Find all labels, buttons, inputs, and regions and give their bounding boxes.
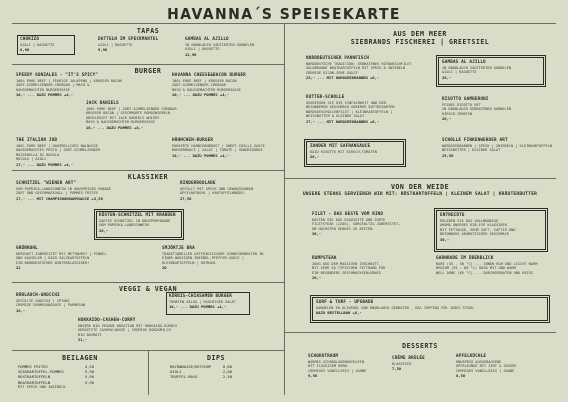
item-price: DAZU BESTELLBAR +8,- xyxy=(316,310,362,316)
item-desc: NORDDEUTSCHE TRADITION: GEBRATENES ROTBARSCHFILET xyxy=(306,61,412,66)
item-name: GAMBAS AL AJILLO xyxy=(185,37,229,42)
menu-item-chorizo xyxy=(20,37,55,53)
item-name: BÄRLAUCH-GNOCCHI xyxy=(16,293,60,298)
item-desc: KOSTEN SIE DAS EXQUISITE UND ZARTE xyxy=(312,217,386,222)
item-desc: UND KASSELER | DAZU SALZKARTOFFELN xyxy=(16,256,90,261)
menu-item-kutter-scholle xyxy=(306,95,394,124)
menu-item-filet xyxy=(312,212,400,237)
item-name: TRÜFFEL-MAYO xyxy=(170,374,198,380)
item-name: HAVANNA CHEESE&BACON BURGER xyxy=(172,73,246,78)
item-price: 30,- xyxy=(440,236,450,242)
item-desc: HAUSGEMACHTES PESTO | ZART-SCHMELZENDER xyxy=(16,148,101,153)
item-desc: UM HÖCHSTEN GENUSS ZU BIETEN xyxy=(312,226,373,231)
item-desc: ZART-SCHMELZENDER CHEDDAR | MAYO & xyxy=(16,83,90,88)
item-desc: IN KNOBLAUCH SAUTIERTEN GARNELEN xyxy=(442,65,512,70)
item-desc: MEDIUM (55 - 60 °C) ROSA MIT UND WARM xyxy=(436,266,516,271)
item-desc: UNSERE BIO VEGANE KREATION MIT HOKKAIDO-KÜRBIS xyxy=(78,323,178,328)
item-desc: EIN BESONDERS GESCHMACKSERLEBNIS xyxy=(312,270,382,275)
item-desc: IN KNOBLAUCH GEBRATENEN GARNELEN xyxy=(442,107,512,112)
item-price: 2,00 xyxy=(222,369,232,375)
item-price: 20 xyxy=(162,265,167,271)
item-desc: BESONDERS AROMATISCHER GESCHMACK xyxy=(440,232,510,237)
item-desc: MIT SPECK UND ZWIEBELN xyxy=(18,384,66,389)
item-desc: GEFÜLLTE GNOCCHI | SPINAT xyxy=(16,298,70,303)
item-price: 26,- xyxy=(442,74,452,80)
item-name: MAYONNAISE/KETCHUP xyxy=(170,364,212,369)
item-desc: CREMIGE DIJON-SENF-SAUCE xyxy=(306,70,358,75)
item-name: CHORIZO xyxy=(20,37,40,42)
menu-item-pannfisch xyxy=(306,56,412,81)
section-tapas: TAPAS xyxy=(136,27,160,35)
menu-item-haehnchen xyxy=(172,138,265,158)
dips-list xyxy=(170,364,232,380)
item-desc: WARMES SCHOKOLADENKÜCHLEIN xyxy=(308,359,365,364)
item-desc: GARNELEN IN OLIVENÖL UND KNOBLAUCH GEBRATEN - DAS TOPPING FÜR JEDES STEAK xyxy=(316,305,474,310)
item-price: 26,- xyxy=(310,154,320,160)
item-price: 26,- xyxy=(442,116,452,122)
item-desc: VOM PAPRIKA-LANDSCHWEIN IN KNUSPRIGER PANADE xyxy=(16,186,111,191)
divider xyxy=(12,282,284,283)
item-desc: GOLDBRAUNE BRATKARTOFFELN MIT SPECK & ZWIEBELN xyxy=(306,66,406,71)
item-name: SCHNITZEL "WIENER ART" xyxy=(16,181,77,186)
item-desc: WEISSBUTTER | KLEINER SALAT xyxy=(442,148,501,153)
menu-item-schnitzel xyxy=(16,181,111,201)
item-name: BRATKARTOFFELN xyxy=(18,379,51,385)
item-name: SMJÖRTJE BRA xyxy=(162,246,195,251)
item-name: KÜRBIS-CHIASAMEN BURGER xyxy=(169,294,232,299)
item-price: 17,- ... MIT CHAMPIGNONRAHMSAUCE +3,50 xyxy=(16,195,103,201)
item-price: 23,- ... MIT NORDSEEKRABBEN +6,- xyxy=(306,75,380,81)
item-desc: KIRSCH-TOMATEN xyxy=(442,111,473,116)
menu-item-finkenwerder xyxy=(442,138,552,158)
menu-item-entrecote xyxy=(440,213,516,242)
item-price: 0,80 xyxy=(222,364,232,369)
item-desc: RARE (45 - 50 °C) ... INNEN ROH UND LEICHT WARM xyxy=(436,261,538,266)
item-desc: CREMIGES VANILLEEIS | SAHNE xyxy=(456,368,515,373)
item-price: 16,- ... DAZU POMMES +4,- xyxy=(16,92,74,98)
item-desc: RUCOLA | AIOLI xyxy=(16,157,47,162)
column-divider xyxy=(284,23,285,395)
item-price: 5,90 xyxy=(84,379,94,385)
item-desc: AIOLI | BAGUETTE xyxy=(20,42,55,47)
item-desc: IN KNOBLAUCH SAUTIERTEN GARNELEN xyxy=(185,42,255,47)
item-price: 16,- ... DAZU POMMES +4,- xyxy=(172,152,230,158)
item-name: ENTRECÔTE xyxy=(440,213,465,218)
item-price: 26,- xyxy=(99,227,109,233)
menu-item-gambas-meer xyxy=(442,60,511,80)
item-price: 36,- xyxy=(312,231,322,237)
item-name: SURF & TURF - UPGRADE xyxy=(316,300,374,305)
divider xyxy=(284,332,556,333)
menu-item-smjoertje xyxy=(162,246,263,271)
divider xyxy=(12,170,284,171)
divider xyxy=(12,64,284,65)
item-name: HOKKAIDO-CASHEW-CURRY xyxy=(78,318,136,323)
menu-item-speedy xyxy=(16,73,122,98)
item-name: KUTTER-SCHOLLE xyxy=(306,95,345,100)
item-name: SCHOLLE FINKENWERDER ART xyxy=(442,138,508,143)
item-desc: ZART-SCHMELZENDER CHEDDAR xyxy=(172,83,226,88)
page-title: HAVANNA´S SPEISEKARTE xyxy=(167,5,401,23)
menu-item-gambas-tapas xyxy=(185,37,254,57)
menu-item-zander xyxy=(310,144,377,160)
menu-item-jack-daniels xyxy=(86,101,177,130)
item-name: GAMBAS AL AJILLO xyxy=(442,60,486,65)
item-desc: WEISSBUTTER & KLEINER SALAT xyxy=(306,114,365,119)
item-price: 9,50 xyxy=(308,373,318,379)
item-desc: GERÖSTETE CASHEW-NÜSSE | CREMIGE KOKOSMILCH xyxy=(78,328,171,333)
item-name: THE ITALIAN JOB xyxy=(16,138,58,143)
section-klassiker: KLASSIKER xyxy=(127,173,169,181)
item-desc: BESONDEREN GESCHMACK UNSERER BUTTERZARTEN xyxy=(306,105,395,110)
item-price: 22 xyxy=(16,265,21,271)
item-price: 16,- ... DAZU POMMES +4,- xyxy=(172,92,230,98)
divider xyxy=(284,178,556,179)
menu-item-hokkaido xyxy=(78,318,177,343)
item-desc: EINER WÜRZIGEN ZWIEBEL-PFEFFER-SAUCE | xyxy=(162,256,244,261)
item-price: 2,50 xyxy=(222,374,232,380)
item-desc: AIOLI | BAGUETTE xyxy=(98,42,133,47)
item-desc: GENIESSEN SIE DIE EINFACHHEIT UND DEN xyxy=(306,100,386,105)
item-desc: 100% PURE BEEF | FEURIGE JALAPENO | KROSSER BACON xyxy=(16,78,122,83)
menu-item-rumpsteak xyxy=(312,256,385,281)
item-name: NORDDEUTSCHER PANNFISCH xyxy=(306,56,369,61)
menu-item-italian-job xyxy=(16,138,100,167)
item-name: SÜSSKARTOFFEL-POMMES xyxy=(18,369,64,375)
list-item xyxy=(170,374,232,379)
item-desc: MIT FLÜSSIGEM KERN xyxy=(308,364,347,369)
item-name: RISOTTO GAMBERONI xyxy=(442,97,489,102)
item-desc: 100% PURE BEEF | KROSSER BACON xyxy=(172,78,237,83)
item-name: HÄHNCHEN-BURGER xyxy=(172,138,214,143)
item-name: ZANDER MIT SAFRANSAUCE xyxy=(310,144,371,149)
menu-item-risotto xyxy=(442,97,511,122)
item-desc: TOMATEN-SALSA | RAUCHIGER SALAT xyxy=(169,299,236,304)
item-desc: KROSSER BACON | GESCHMORTE RÖMAZWIEBELN xyxy=(86,111,171,116)
item-desc: KLEINKARTOFFELN | ROTKOHL xyxy=(162,260,216,265)
item-name: SPEEDY GONZALES - "IT'S SPICY" xyxy=(16,73,99,78)
item-desc: HAUSGEMACHTER BURGERSOSSE xyxy=(16,87,70,92)
item-desc: MIT FETTAUGE, SEHR SAFT, SAFTIG UND xyxy=(440,227,516,232)
menu-item-datteln xyxy=(98,37,158,53)
item-price: 5,90 xyxy=(84,374,94,380)
menu-item-baerlauch xyxy=(16,293,85,313)
item-desc: KLASSISCH xyxy=(392,361,412,366)
menu-item-apfelkuechle xyxy=(456,354,516,379)
item-price: 21,- xyxy=(78,337,88,343)
item-name: KÜSTEN-SCHNITZEL MIT KRABBEN xyxy=(99,213,176,218)
item-desc: DAZU RISOTTO MIT KIRSCH-TOMATEN xyxy=(310,149,377,154)
item-name: DATTELN IM SPECKMANTEL xyxy=(98,37,159,42)
item-name: RÖSTKARTOFFELN xyxy=(18,374,51,380)
item-desc: MOZZARELLA DI BUFALA xyxy=(16,152,60,157)
item-desc: GEFÜLLT MIT SPECK UND GEWÜRZGURKEN xyxy=(180,186,254,191)
item-desc: APFELRINGE MIT ZIMT & ZUCKER xyxy=(456,364,517,369)
item-desc: AROMA UNSERES RIB-EYE KLASSIKER xyxy=(440,223,507,228)
item-price: 27,- ... MIT NORDSEEKRABBEN +6,- xyxy=(306,118,380,124)
garnrade-info xyxy=(436,256,537,275)
item-desc: NORDSEEKRABBEN | SPECK | ZWIEBELN | KLEINKARTOFFELN xyxy=(442,143,553,148)
item-price: 17,- ... DAZU POMMES +4,- xyxy=(16,161,74,167)
section-beilagen: BEILAGEN xyxy=(62,354,98,362)
item-price: 18,- xyxy=(16,307,26,313)
item-name: RUMPSTEAK xyxy=(312,256,337,261)
item-price: 18,- ... DAZU POMMES +4,- xyxy=(86,124,144,130)
menu-item-schokotraum xyxy=(308,354,366,379)
section-veggi: VEGGI & VEGAN xyxy=(118,285,178,293)
item-price: 26,- xyxy=(312,275,322,281)
menu-item-kuerbis xyxy=(169,294,236,310)
beilagen-list xyxy=(18,364,94,389)
item-desc: BURGERMAUCE | SALAT | TOMATE | GEWÜRZGURKE xyxy=(172,148,263,153)
section-desserts: DESSERTS xyxy=(402,342,438,350)
item-price: 29,50 xyxy=(442,152,454,158)
item-name: SCHOKOTRAUM xyxy=(308,354,339,359)
menu-item-creme-brulee xyxy=(392,356,425,372)
section-dips: DIPS xyxy=(207,354,225,362)
item-price: 4,50 xyxy=(84,364,94,369)
item-desc: MAYO & HAUSGEMACHTER BURGERSOSSE xyxy=(172,87,242,92)
section-meer-subtitle: SIEBRANDS FISCHEREI | GREETSIEL xyxy=(350,38,490,46)
item-price: 12,90 xyxy=(185,51,197,57)
item-desc: ABGELÖSCHT MIT JACK DANIELS WHISKY xyxy=(86,115,160,120)
item-desc: WELL DONE (65 °C) ... DURCHGEBRATEN UND HEISS xyxy=(436,270,534,275)
item-desc: APFELROTKOHL | KARTOFFELKNÖDEL xyxy=(180,191,245,196)
item-desc: ZARTES SCHNITZEL IN KNUSPERPANADE xyxy=(99,218,171,223)
section-weide-subtitle: UNSERE STEAKS SERVIEREN WIR MIT: RÖSTKARTOFFELN | KLEINEM SALAT | KRÄUTERBUTTER xyxy=(302,192,538,197)
item-name: CRÈME BRÛLÉE xyxy=(392,356,425,361)
menu-item-surf-turf xyxy=(316,300,473,316)
item-name: RINDERROULADE xyxy=(180,181,216,186)
item-price: 9,90 xyxy=(98,47,108,53)
item-desc: BIO BASMATI xyxy=(78,332,102,337)
item-price: 8,50 xyxy=(456,373,466,379)
item-desc: EIN NORDDEUTSCHER WINTERKLASSIKER! xyxy=(16,260,90,265)
item-desc: FILETSTEAK (220G), SORGFÄLTIG ZUBEREITET, xyxy=(312,222,401,227)
item-name: GARNRADE IM ÜBERBLICK xyxy=(436,256,494,261)
menu-item-rinderroulade xyxy=(180,181,253,201)
item-name: AIOLI xyxy=(170,369,182,375)
item-desc: PANIERTE HÄHNCHENBRUST | SWEET-CHILLI-SAUCE xyxy=(172,143,265,148)
item-price: 8,90 xyxy=(20,47,30,53)
item-name: POMMES FRITES xyxy=(18,364,48,369)
section-meer: AUS DEM MEER xyxy=(393,30,447,38)
item-desc: TRADITIONELLER OSTFRIESISCHER SCHWEINEBRATEN IN xyxy=(162,251,264,256)
item-desc: HERZHAFT ZUBEREITET MIT METTWURST | PINKEL xyxy=(16,251,107,256)
item-desc: ERLEBEN SIE DAS VOLLMUNDIGE xyxy=(440,218,499,223)
item-name: FILET - DAS BESTE VOM RIND xyxy=(312,212,384,217)
item-desc: MIT SEHR SO TYPISCHEN FETTRAND FÜR xyxy=(312,266,386,271)
menu-item-kuesten-schnitzel xyxy=(99,213,176,233)
item-desc: MAYO & HAUSGEMACHTER BURGERSOSSE xyxy=(86,120,156,125)
item-desc: 100% PURE BEEF | HAUSMELLIGES WALNÜSSE xyxy=(16,143,98,148)
item-desc: KNUSPRIG AUSGEBACKENE xyxy=(456,359,502,364)
menu-item-havanna xyxy=(172,73,246,98)
item-name: JACK DANIELS xyxy=(86,101,119,106)
item-price: 16,- ... DAZU POMMES +4,- xyxy=(169,304,227,310)
item-price: 5,90 xyxy=(84,369,94,375)
menu-item-gruenkohl xyxy=(16,246,107,271)
item-desc: VOM PAPRIKA-LANDSCHWEIN xyxy=(99,223,149,228)
item-price: 27,50 xyxy=(180,195,192,201)
item-desc: AIOLI | BAGUETTE xyxy=(442,70,477,75)
item-name: APFELKÜCHLE xyxy=(456,354,487,359)
section-burger: BURGER xyxy=(134,67,162,75)
item-desc: NORDSEESCHOLLENFILET | KLEINKARTOFFELN | xyxy=(306,109,393,114)
item-name: GRÜNKOHL xyxy=(16,246,38,251)
item-desc: 100% PURE BEEF | ZART-SCHMELZENDER CHEDDAR xyxy=(86,106,177,111)
item-desc: 200G AUS DEM MASSIVEN ZUSCHNITT, xyxy=(312,261,382,266)
item-desc: AIOLI | BAGUETTE xyxy=(185,47,220,52)
item-desc: CREMIGES VANILLEEIS | SAHNE xyxy=(308,368,367,373)
item-desc: CREMIGE PARMESANSAUCE | PARMESAN xyxy=(16,303,86,308)
item-desc: FEINES RISOTTO MIT xyxy=(442,102,481,107)
section-weide: VON DER WEIDE xyxy=(390,183,450,191)
item-desc: ZART UND GESCHMACKVOLL | POMMES FRITES xyxy=(16,191,98,196)
item-price: 7,50 xyxy=(392,366,402,372)
